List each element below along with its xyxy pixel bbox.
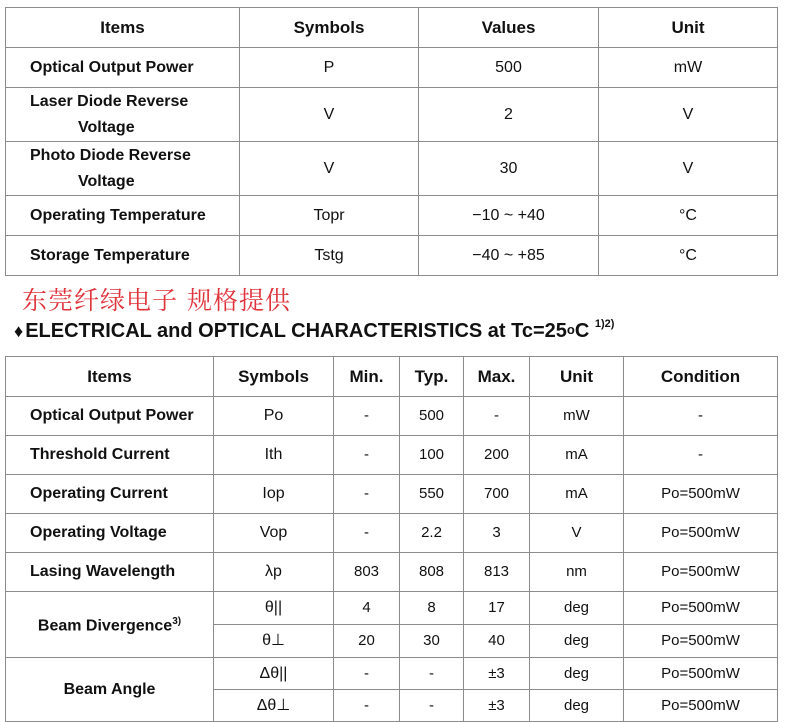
table-row bbox=[6, 514, 778, 553]
row-condition: - bbox=[624, 436, 778, 475]
row-condition: - bbox=[624, 397, 778, 436]
row-symbol: Δθ|| bbox=[214, 658, 334, 690]
row-max: 40 bbox=[464, 625, 530, 658]
row-typ: - bbox=[400, 658, 464, 690]
row-value: −10 ~ +40 bbox=[419, 196, 599, 236]
row-unit: deg bbox=[530, 625, 624, 658]
row-item: Optical Output Power bbox=[6, 397, 214, 436]
row-condition: Po=500mW bbox=[624, 592, 778, 625]
beam-divergence-label: Beam Divergence bbox=[37, 617, 173, 635]
table-row bbox=[6, 592, 778, 625]
absolute-ratings-table bbox=[5, 7, 778, 276]
row-item: Lasing Wavelength bbox=[6, 553, 214, 592]
row-condition: Po=500mW bbox=[624, 690, 778, 722]
row-max: 200 bbox=[464, 436, 530, 475]
row-max: 3 bbox=[464, 514, 530, 553]
row-symbol: Iop bbox=[214, 475, 334, 514]
row-unit: deg bbox=[530, 690, 624, 722]
row-symbol: P bbox=[240, 48, 419, 88]
table-row bbox=[6, 436, 778, 475]
row-symbol: θ⊥ bbox=[214, 625, 334, 658]
row-item bbox=[6, 88, 240, 142]
diamond-bullet-icon: ♦ bbox=[14, 321, 24, 341]
row-item: Operating Voltage bbox=[6, 514, 214, 553]
row-item bbox=[6, 142, 240, 196]
header-unit: Unit bbox=[530, 357, 624, 397]
row-unit: nm bbox=[530, 553, 624, 592]
row-max: - bbox=[464, 397, 530, 436]
row-max: 700 bbox=[464, 475, 530, 514]
row-symbol: Ith bbox=[214, 436, 334, 475]
row-symbol: Vop bbox=[214, 514, 334, 553]
table-row bbox=[6, 88, 778, 142]
heading-note: 1)2) bbox=[594, 318, 615, 330]
row-item: Storage Temperature bbox=[6, 236, 240, 276]
row-unit: mA bbox=[530, 475, 624, 514]
row-typ: 500 bbox=[400, 397, 464, 436]
row-value: −40 ~ +85 bbox=[419, 236, 599, 276]
beam-divergence-note: 3) bbox=[172, 616, 182, 628]
electrical-optical-table bbox=[5, 356, 778, 722]
row-symbol: θ|| bbox=[214, 592, 334, 625]
row-min: - bbox=[334, 658, 400, 690]
section-heading bbox=[14, 320, 614, 343]
beam-angle-item: Beam Angle bbox=[6, 658, 214, 722]
row-condition: Po=500mW bbox=[624, 658, 778, 690]
row-unit: V bbox=[530, 514, 624, 553]
row-item-line1: Photo Diode Reverse bbox=[30, 146, 191, 164]
row-item: Operating Current bbox=[6, 475, 214, 514]
row-min: - bbox=[334, 436, 400, 475]
table-header-row bbox=[6, 357, 778, 397]
row-min: - bbox=[334, 690, 400, 722]
row-condition: Po=500mW bbox=[624, 475, 778, 514]
row-min: 4 bbox=[334, 592, 400, 625]
row-typ: 2.2 bbox=[400, 514, 464, 553]
header-items: Items bbox=[6, 357, 214, 397]
table-row bbox=[6, 658, 778, 690]
table-row bbox=[6, 553, 778, 592]
table-header-row bbox=[6, 8, 778, 48]
row-max: ±3 bbox=[464, 658, 530, 690]
row-item-line2: Voltage bbox=[78, 172, 135, 190]
row-unit: °C bbox=[599, 236, 778, 276]
row-symbol: λp bbox=[214, 553, 334, 592]
header-symbols: Symbols bbox=[214, 357, 334, 397]
header-values: Values bbox=[419, 8, 599, 48]
row-item: Operating Temperature bbox=[6, 196, 240, 236]
row-unit: mW bbox=[599, 48, 778, 88]
row-typ: - bbox=[400, 690, 464, 722]
row-unit: deg bbox=[530, 592, 624, 625]
row-unit: V bbox=[599, 142, 778, 196]
row-min: 803 bbox=[334, 553, 400, 592]
row-unit: mA bbox=[530, 436, 624, 475]
row-max: 813 bbox=[464, 553, 530, 592]
row-value: 30 bbox=[419, 142, 599, 196]
row-typ: 808 bbox=[400, 553, 464, 592]
row-symbol: V bbox=[240, 88, 419, 142]
row-symbol: V bbox=[240, 142, 419, 196]
header-condition: Condition bbox=[624, 357, 778, 397]
row-condition: Po=500mW bbox=[624, 553, 778, 592]
table-row bbox=[6, 397, 778, 436]
row-symbol: Tstg bbox=[240, 236, 419, 276]
header-items: Items bbox=[6, 8, 240, 48]
row-typ: 550 bbox=[400, 475, 464, 514]
row-item: Threshold Current bbox=[6, 436, 214, 475]
table-row bbox=[6, 236, 778, 276]
row-symbol: Δθ⊥ bbox=[214, 690, 334, 722]
row-item-line1: Laser Diode Reverse bbox=[30, 92, 189, 110]
row-max: 17 bbox=[464, 592, 530, 625]
heading-text: ELECTRICAL and OPTICAL CHARACTERISTICS at Tc=25 bbox=[25, 320, 567, 342]
heading-unit: C bbox=[574, 320, 590, 342]
table-row bbox=[6, 48, 778, 88]
table-row bbox=[6, 196, 778, 236]
watermark-text: 东莞纤绿电子 规格提供 bbox=[22, 286, 291, 315]
row-condition: Po=500mW bbox=[624, 514, 778, 553]
row-value: 2 bbox=[419, 88, 599, 142]
heading-degree: o bbox=[566, 322, 575, 337]
row-item: Optical Output Power bbox=[6, 48, 240, 88]
header-min: Min. bbox=[334, 357, 400, 397]
header-max: Max. bbox=[464, 357, 530, 397]
header-symbols: Symbols bbox=[240, 8, 419, 48]
beam-divergence-item bbox=[6, 592, 214, 658]
row-min: 20 bbox=[334, 625, 400, 658]
row-symbol: Topr bbox=[240, 196, 419, 236]
row-min: - bbox=[334, 514, 400, 553]
table-row bbox=[6, 142, 778, 196]
row-max: ±3 bbox=[464, 690, 530, 722]
row-unit: V bbox=[599, 88, 778, 142]
row-unit: deg bbox=[530, 658, 624, 690]
row-typ: 30 bbox=[400, 625, 464, 658]
row-value: 500 bbox=[419, 48, 599, 88]
header-typ: Typ. bbox=[400, 357, 464, 397]
row-condition: Po=500mW bbox=[624, 625, 778, 658]
row-symbol: Po bbox=[214, 397, 334, 436]
row-typ: 8 bbox=[400, 592, 464, 625]
row-unit: mW bbox=[530, 397, 624, 436]
header-unit: Unit bbox=[599, 8, 778, 48]
row-item-line2: Voltage bbox=[78, 118, 135, 136]
row-min: - bbox=[334, 475, 400, 514]
row-typ: 100 bbox=[400, 436, 464, 475]
table-row bbox=[6, 475, 778, 514]
row-min: - bbox=[334, 397, 400, 436]
row-unit: °C bbox=[599, 196, 778, 236]
